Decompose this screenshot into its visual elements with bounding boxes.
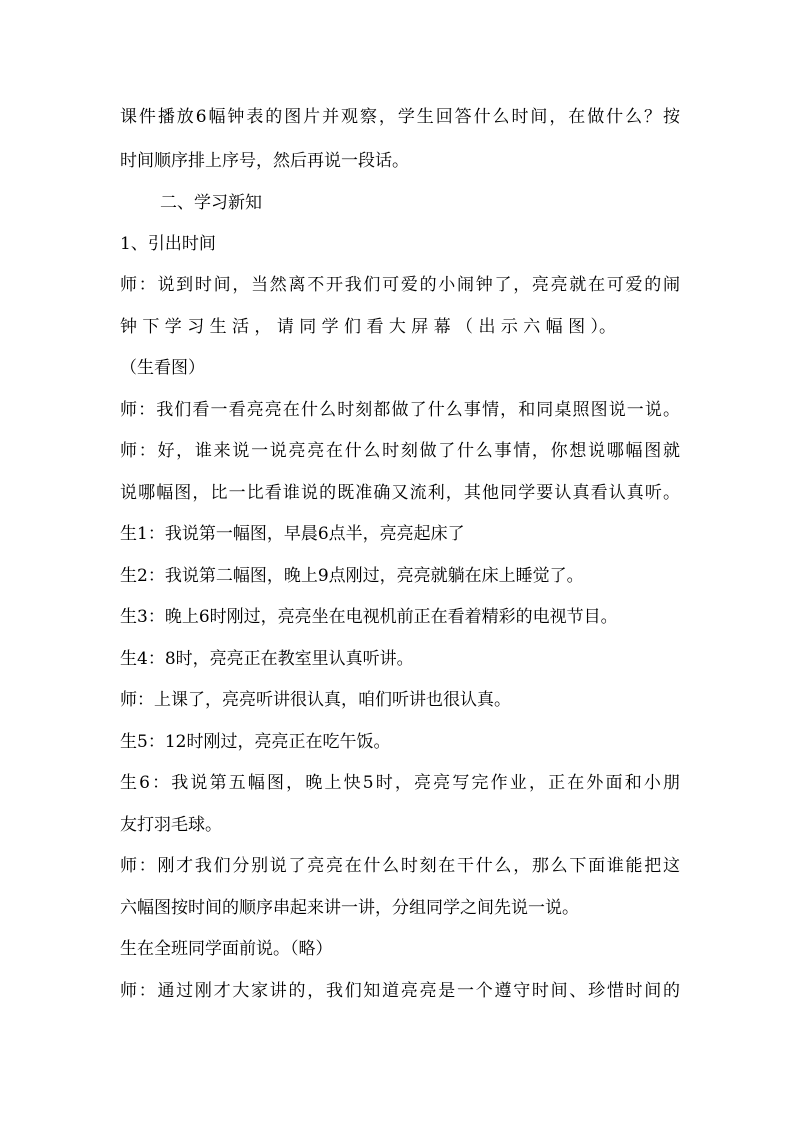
text-line: 钟 下 学 习 生 活 ， 请 同 学 们 看 大 屏 幕 （ 出 示 六 幅 图 ）。 — [120, 317, 616, 337]
text-line: 生在全班同学面前说。（略） — [120, 939, 333, 959]
text-line: 友打羽毛球。 — [120, 815, 222, 835]
text-line: 课件播放6幅钟表的图片并观察，学生回答什么时间，在做什么？按 — [120, 107, 680, 127]
text-line: 师：上课了，亮亮听讲很认真，咱们听讲也很认真。 — [120, 690, 511, 710]
text-line: 生1：我说第一幅图，早晨6点半，亮亮起床了 — [120, 524, 465, 544]
text-line: 生5：12时刚过，亮亮正在吃午饭。 — [120, 732, 391, 752]
text-line: 师：刚才我们分别说了亮亮在什么时刻在干什么，那么下面谁能把这 — [120, 856, 680, 876]
text-line: 六幅图按时间的顺序串起来讲一讲，分组同学之间先说一说。 — [120, 898, 579, 918]
text-line: 生3：晚上6时刚过，亮亮坐在电视机前正在看着精彩的电视节目。 — [120, 607, 618, 627]
text-line: 生2：我说第二幅图，晚上9点刚过，亮亮就躺在床上睡觉了。 — [120, 566, 584, 586]
text-line: 时间顺序排上序号，然后再说一段话。 — [120, 151, 409, 171]
text-line: 师：我们看一看亮亮在什么时刻都做了什么事情，和同桌照图说一说。 — [120, 400, 680, 420]
section-heading: 二、学习新知 — [160, 193, 262, 213]
text-line: 生6：我说第五幅图，晚上快5时，亮亮写完作业，正在外面和小朋 — [120, 773, 680, 793]
text-line: 生4：8时，亮亮正在教室里认真听讲。 — [120, 649, 414, 669]
text-line: 师：好，谁来说一说亮亮在什么时刻做了什么事情，你想说哪幅图就 — [120, 441, 680, 461]
text-line: 师：说到时间，当然离不开我们可爱的小闹钟了，亮亮就在可爱的闹 — [120, 275, 680, 295]
subsection-heading: 1、引出时间 — [120, 234, 216, 254]
text-line: 说哪幅图，比一比看谁说的既准确又流利，其他同学要认真看认真听。 — [120, 483, 680, 503]
text-line: （生看图） — [120, 358, 205, 378]
text-line: 师：通过刚才大家讲的，我们知道亮亮是一个遵守时间、珍惜时间的 — [120, 981, 680, 1001]
